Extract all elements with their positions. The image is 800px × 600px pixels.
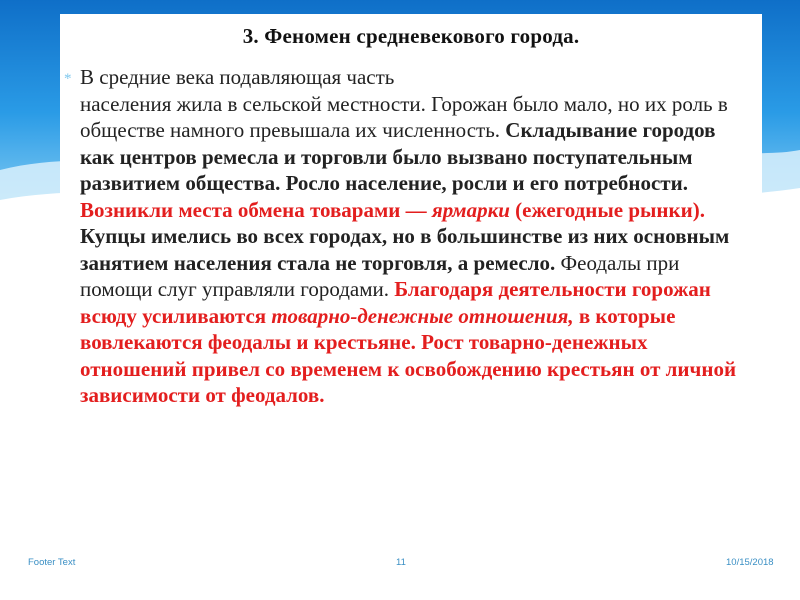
footer-text: Footer Text <box>28 557 76 568</box>
paragraph-run: Купцы имелись во всех городах, но в большинстве из них основным занятием населения стала не торговля, а ремесло. <box>80 224 730 275</box>
paragraph-run: в которые вовлекаются феодалы и крестьяне. Рост товарно-денежных отношений привел со временем к освобождению крестьян от личной зависимости от феодалов. <box>80 303 737 407</box>
paragraph-run: Возникли места обмена товарами — <box>80 197 432 222</box>
paragraph-run: ярмарки <box>431 197 510 222</box>
paragraph-run: Феодалы при помощи слуг управляли городами. <box>80 250 680 301</box>
bullet-asterisk-icon: * <box>64 71 72 87</box>
slide-number: 11 <box>396 557 406 568</box>
slide-title: 3. Феномен средневекового города. <box>242 24 580 48</box>
paragraph-run: Благодаря деятельности горожан всюду усиливаются <box>80 277 711 328</box>
paragraph-run: товарно-денежные отношения, <box>271 303 574 328</box>
bullet-item <box>64 64 744 409</box>
paragraph-run: Складывание городов как центров ремесла и торговли было вызвано поступательным развитием общества. Росло население, росли и его потребности. <box>80 118 716 195</box>
paragraph-run: (ежегодные рынки). <box>509 197 705 222</box>
paragraph-run: В средние века подавляющая часть <box>80 65 395 89</box>
footer-date: 10/15/2018 <box>726 557 774 568</box>
paragraph-run: населения жила в сельской местности. Горожан было мало, но их роль в обществе намного превышала их численность. <box>80 91 728 142</box>
body-paragraph <box>80 64 744 409</box>
